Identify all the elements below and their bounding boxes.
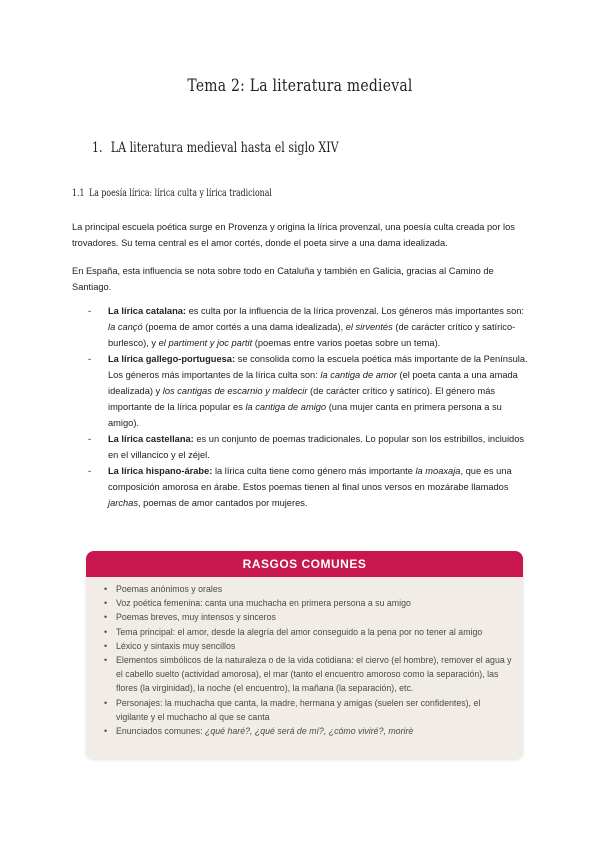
list-text: (una mujer canta en primera persona a su amigo). xyxy=(108,402,502,428)
bullet-icon: • xyxy=(104,640,108,651)
trait-item xyxy=(104,582,513,596)
list-text: (de carácter crítico y satírico). El género más importante de la lírica popular es xyxy=(108,386,496,412)
list-text: , que es una composición amorosa en árabe. Estos poemas tienen al final unos versos en mozárabe llamados xyxy=(108,466,512,492)
list-text: (poemas entre varios poetas sobre un tema). xyxy=(252,338,441,348)
trait-item xyxy=(104,696,513,724)
bullet-icon: • xyxy=(104,697,108,708)
dash-marker: - xyxy=(88,354,92,364)
trait-text: Léxico y sintaxis muy sencillos xyxy=(116,640,236,651)
list-text: es culta por la influencia de la lírica provenzal. Los géneros más importantes son: xyxy=(186,306,524,316)
subsection-heading xyxy=(72,188,272,199)
spain-paragraph: En España, esta influencia se nota sobre todo en Cataluña y también en Galicia, gracias al Camino de Santiago. xyxy=(72,266,494,292)
page-title: Tema 2: La literatura medieval xyxy=(187,76,413,96)
list-text: , poemas de amor cantados por mujeres. xyxy=(137,498,308,508)
list-term: La lírica castellana: xyxy=(108,434,194,444)
list-item xyxy=(72,351,528,431)
trait-item xyxy=(104,596,513,610)
list-item xyxy=(72,431,528,463)
trait-text: Personajes: la muchacha que canta, la madre, hermana y amigas (suelen ser confidentes), el vigilante y el muchacho al que se canta xyxy=(116,697,481,722)
genre-name: la cantiga de amor xyxy=(320,370,397,380)
trait-item xyxy=(104,724,513,738)
trait-text: Elementos simbólicos de la naturaleza o de la vida cotidiana: el ciervo (el hombre), remover el agua y el cabello suelto (actividad amorosa), el mar (tanto el encuentro amoroso como la separación), las flores (la virginidad), la noche (el encuentro), la mañana (la separación), etc. xyxy=(116,655,512,694)
trait-item xyxy=(104,625,513,639)
bullet-icon: • xyxy=(104,598,108,609)
genre-name: el sirventés xyxy=(345,322,393,332)
genre-name: la cançó xyxy=(108,322,143,332)
common-traits-heading: RASGOS COMUNES xyxy=(86,551,523,577)
trait-text: Poemas anónimos y orales xyxy=(116,584,223,594)
genre-name: jarchas xyxy=(108,498,138,508)
trait-item xyxy=(104,639,513,653)
list-text: se consolida como la escuela poética más importante de la Península. Los géneros más importantes de la lírica culta son: xyxy=(108,354,528,380)
bullet-icon: • xyxy=(104,626,108,637)
genre-name: la cantiga de amigo xyxy=(245,402,327,412)
section-number: 1. xyxy=(92,140,103,156)
lyric-schools-list xyxy=(72,303,528,511)
trait-text: Voz poética femenina: canta una muchacha en primera persona a su amigo xyxy=(116,598,411,609)
list-text: (poema de amor cortés a una dama idealizada), xyxy=(142,322,346,332)
dash-marker: - xyxy=(88,434,92,444)
dash-marker: - xyxy=(88,466,92,476)
dash-marker: - xyxy=(88,306,92,316)
trait-text: Tema principal: el amor, desde la alegría del amor conseguido a la pena por no tener al amigo xyxy=(116,626,483,637)
common-traits-box xyxy=(86,551,523,759)
genre-name: los cantigas de escarnio y maldecir xyxy=(162,386,308,396)
trait-item xyxy=(104,610,513,624)
bullet-icon: • xyxy=(104,612,108,623)
bullet-icon: • xyxy=(104,655,108,666)
list-text: (de carácter crítico y satírico-burlesco), y xyxy=(108,322,516,348)
section-title: LA literatura medieval hasta el siglo XIV xyxy=(110,140,339,156)
trait-text: Poemas breves, muy intensos y sinceros xyxy=(116,612,276,623)
list-text: es un conjunto de poemas tradicionales. Lo popular son los estribillos, incluidos en el villancico y el zéjel. xyxy=(108,434,525,460)
bullet-icon: • xyxy=(104,584,108,594)
trait-italic: ¿qué haré?, ¿qué será de mí?, ¿cómo viviré?, morirè xyxy=(205,726,414,737)
trait-text: Enunciados comunes: xyxy=(116,726,205,737)
list-term: La lírica hispano-árabe: xyxy=(108,466,213,476)
list-text: la lírica culta tiene como género más importante xyxy=(212,466,416,476)
genre-name: la moaxaja xyxy=(415,466,461,476)
genre-name: el partiment y joc partit xyxy=(158,338,253,348)
list-term: La lírica gallego-portuguesa: xyxy=(108,354,236,364)
list-item xyxy=(72,463,528,511)
list-term: La lírica catalana: xyxy=(108,306,187,316)
list-item xyxy=(72,303,528,351)
common-traits-list xyxy=(86,582,523,738)
bullet-icon: • xyxy=(104,726,108,737)
subsection-title: La poesía lírica: lírica culta y lírica tradicional xyxy=(89,188,272,199)
list-text: (el poeta canta a una amada idealizada) y xyxy=(108,370,518,396)
subsection-number: 1.1 xyxy=(72,188,85,199)
section-heading xyxy=(92,140,339,156)
trait-item xyxy=(104,653,513,696)
intro-paragraph: La principal escuela poética surge en Provenza y origina la lírica provenzal, una poesía culta creada por los trovadores. Su tema central es el amor cortés, donde el poeta sirve a una dama idealizada. xyxy=(72,222,515,248)
